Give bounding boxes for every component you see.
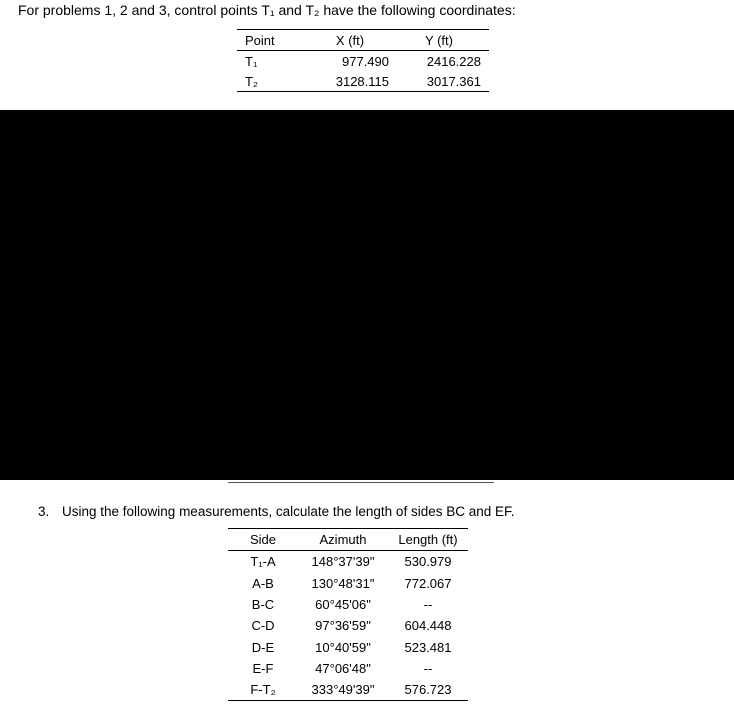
table-row xyxy=(228,636,468,657)
control-points-table xyxy=(237,29,489,92)
cell-azimuth: 60°45'06" xyxy=(315,597,371,613)
cell-length: 604.448 xyxy=(404,618,452,634)
cell-y: 2416.228 xyxy=(426,53,481,69)
problem-3 xyxy=(38,504,515,519)
cell-azimuth: 333°49'39" xyxy=(311,682,375,698)
cell-azimuth: 130°48'31" xyxy=(311,575,375,591)
divider-line xyxy=(228,482,494,483)
cell-side: A-B xyxy=(252,575,274,591)
cell-point: T₁ xyxy=(245,53,258,69)
cell-length: -- xyxy=(423,660,433,676)
cell-azimuth: 47°06'48" xyxy=(315,660,371,676)
cell-length: 530.979 xyxy=(404,554,452,570)
cell-side: T₁-A xyxy=(250,554,276,570)
cell-x: 977.490 xyxy=(342,53,389,69)
table-row xyxy=(237,51,489,72)
table-header-row xyxy=(237,30,489,51)
redacted-region xyxy=(0,110,734,480)
cell-side: E-F xyxy=(252,660,274,676)
cell-azimuth: 10°40'59" xyxy=(315,639,371,655)
cell-x: 3128.115 xyxy=(335,73,389,89)
table-row xyxy=(237,71,489,92)
header-y: Y (ft) xyxy=(397,30,489,51)
header-length: Length (ft) xyxy=(388,529,468,551)
cell-y: 3017.361 xyxy=(426,73,481,89)
problem-number: 3. xyxy=(38,504,50,519)
table-row xyxy=(228,658,468,679)
table-row xyxy=(228,573,468,594)
table-row xyxy=(228,679,468,701)
cell-length: 576.723 xyxy=(404,682,452,698)
table-row xyxy=(228,551,468,573)
cell-azimuth: 148°37'39" xyxy=(311,554,375,570)
table-header-row xyxy=(228,529,468,551)
header-point: Point xyxy=(237,30,311,51)
cell-point: T₂ xyxy=(245,73,258,89)
cell-side: F-T₂ xyxy=(250,682,276,698)
intro-text: For problems 1, 2 and 3, control points T₁ and T₂ have the following coordinates: xyxy=(18,2,516,18)
cell-azimuth: 97°36'59" xyxy=(315,618,371,634)
cell-side: C-D xyxy=(251,618,275,634)
cell-length: -- xyxy=(423,597,433,613)
problem-text: Using the following measurements, calculate the length of sides BC and EF. xyxy=(62,504,515,519)
cell-length: 523.481 xyxy=(404,639,452,655)
header-side: Side xyxy=(228,529,298,551)
table-row xyxy=(228,615,468,636)
cell-length: 772.067 xyxy=(404,575,452,591)
table-row xyxy=(228,594,468,615)
cell-side: D-E xyxy=(251,639,275,655)
header-azimuth: Azimuth xyxy=(298,529,388,551)
cell-side: B-C xyxy=(251,597,275,613)
header-x: X (ft) xyxy=(311,30,397,51)
measurements-table xyxy=(228,528,468,701)
